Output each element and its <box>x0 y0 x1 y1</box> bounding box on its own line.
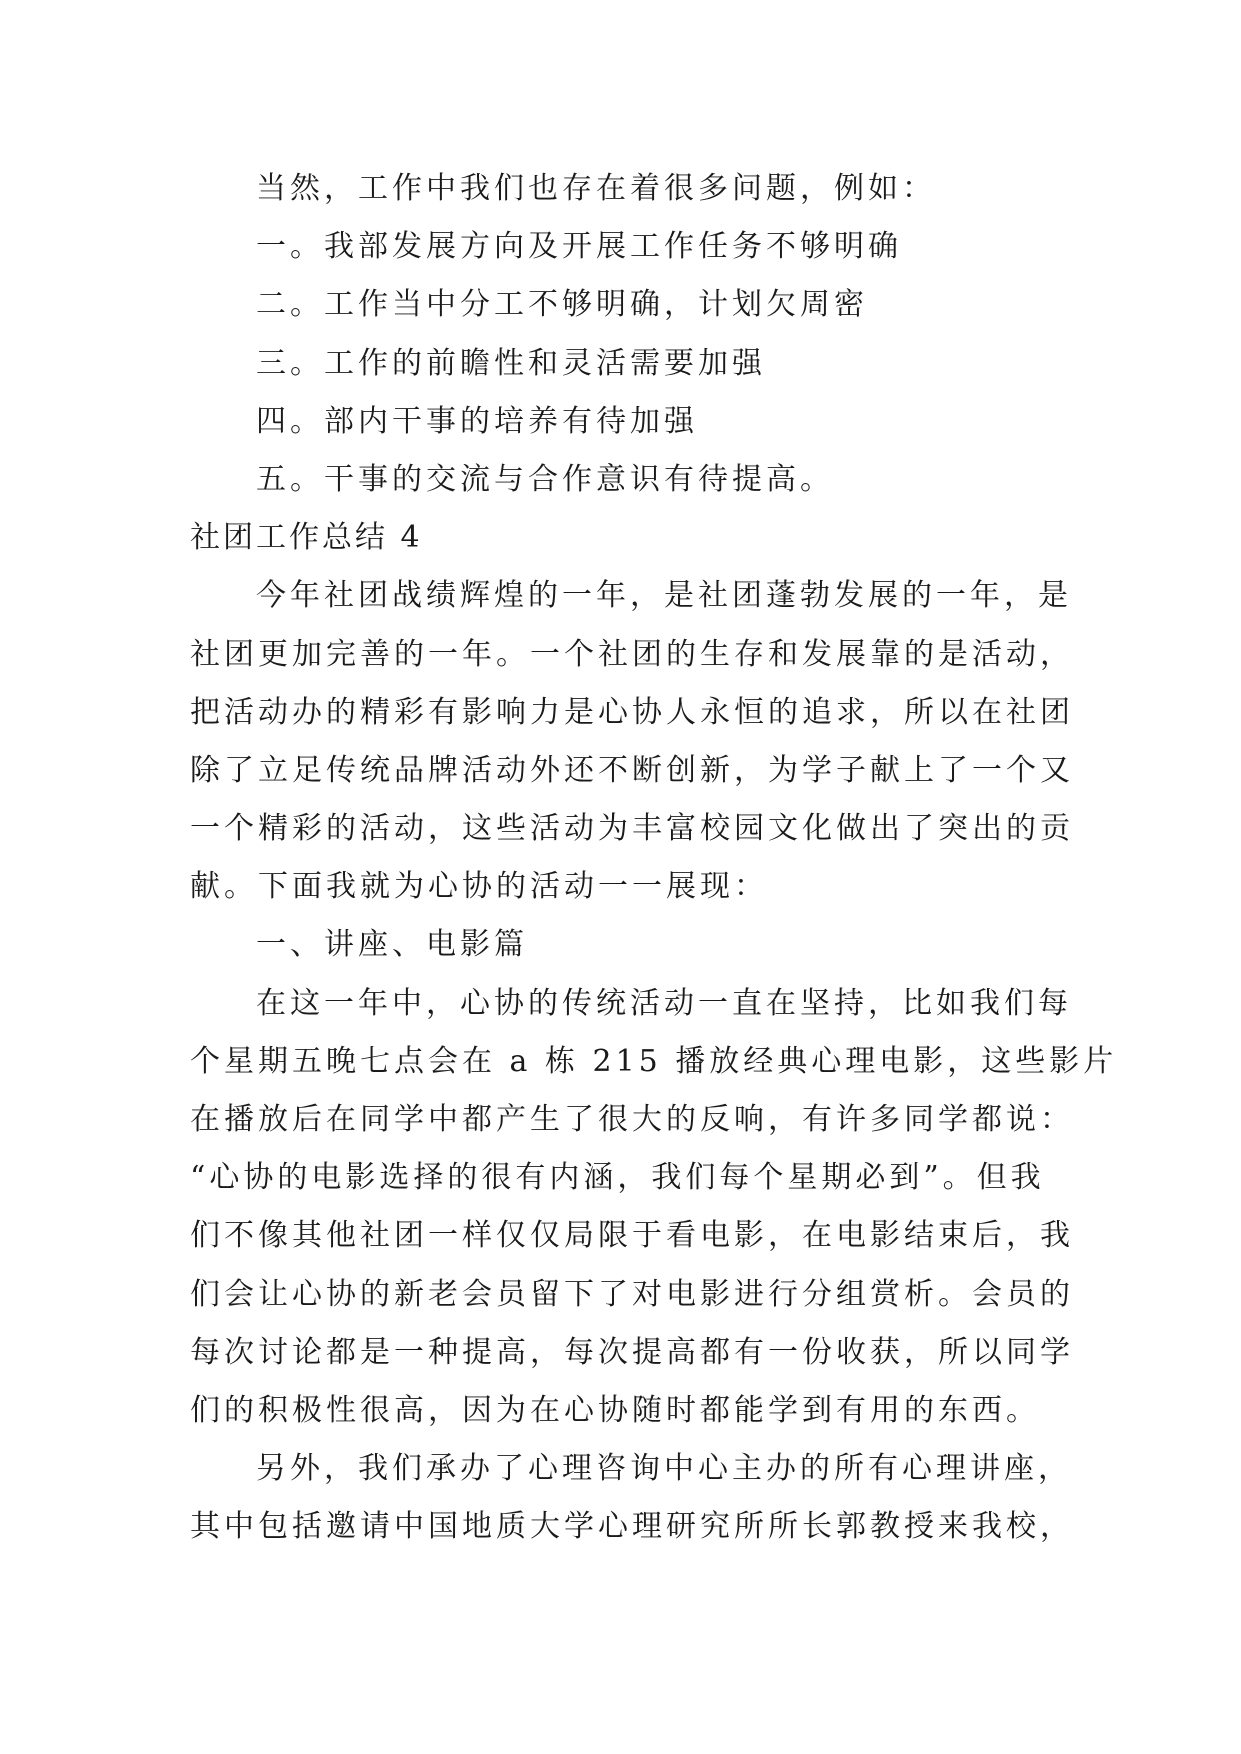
document-body <box>190 160 1118 1557</box>
paragraph1-line: 一个精彩的活动，这些活动为丰富校园文化做出了突出的贡 <box>190 811 1074 847</box>
paragraph3-line: 另外，我们承办了心理咨询中心主办的所有心理讲座， <box>256 1451 1072 1487</box>
paragraph2-line: 们不像其他社团一样仅仅局限于看电影，在电影结束后，我 <box>190 1218 1074 1254</box>
problem-item-5: 五。干事的交流与合作意识有待提高。 <box>256 461 834 497</box>
paragraph1-line: 社团更加完善的一年。一个社团的生存和发展靠的是活动， <box>190 636 1074 672</box>
problem-item-3: 三。工作的前瞻性和灵活需要加强 <box>256 345 766 381</box>
paragraph1-line: 今年社团战绩辉煌的一年，是社团蓬勃发展的一年，是 <box>256 578 1072 614</box>
problem-item-4: 四。部内干事的培养有待加强 <box>256 403 698 439</box>
paragraph2-line: 个星期五晚七点会在 a 栋 215 播放经典心理电影，这些影片 <box>190 1043 1118 1079</box>
problem-item-1: 一。我部发展方向及开展工作任务不够明确 <box>256 229 902 265</box>
paragraph2-line: 每次讨论都是一种提高，每次提高都有一份收获，所以同学 <box>190 1334 1074 1370</box>
paragraph2-line: 们会让心协的新老会员留下了对电影进行分组赏析。会员的 <box>190 1276 1074 1312</box>
section-title: 社团工作总结 4 <box>190 520 423 556</box>
paragraph1-line: 献。下面我就为心协的活动一一展现： <box>190 869 768 905</box>
paragraph1-line: 除了立足传统品牌活动外还不断创新，为学子献上了一个又 <box>190 752 1074 788</box>
subheading: 一、讲座、电影篇 <box>256 927 528 963</box>
paragraph1-line: 把活动办的精彩有影响力是心协人永恒的追求，所以在社团 <box>190 694 1074 730</box>
paragraph2-line: “心协的电影选择的很有内涵，我们每个星期必到”。但我 <box>190 1160 1045 1196</box>
paragraph2-line: 们的积极性很高，因为在心协随时都能学到有用的东西。 <box>190 1392 1040 1428</box>
problem-item-2: 二。工作当中分工不够明确，计划欠周密 <box>256 287 868 323</box>
paragraph2-line: 在这一年中，心协的传统活动一直在坚持，比如我们每 <box>256 985 1072 1021</box>
paragraph2-line: 在播放后在同学中都产生了很大的反响，有许多同学都说： <box>190 1102 1074 1137</box>
paragraph3-line: 其中包括邀请中国地质大学心理研究所所长郭教授来我校， <box>190 1509 1074 1545</box>
problems-intro: 当然，工作中我们也存在着很多问题，例如： <box>256 171 936 206</box>
